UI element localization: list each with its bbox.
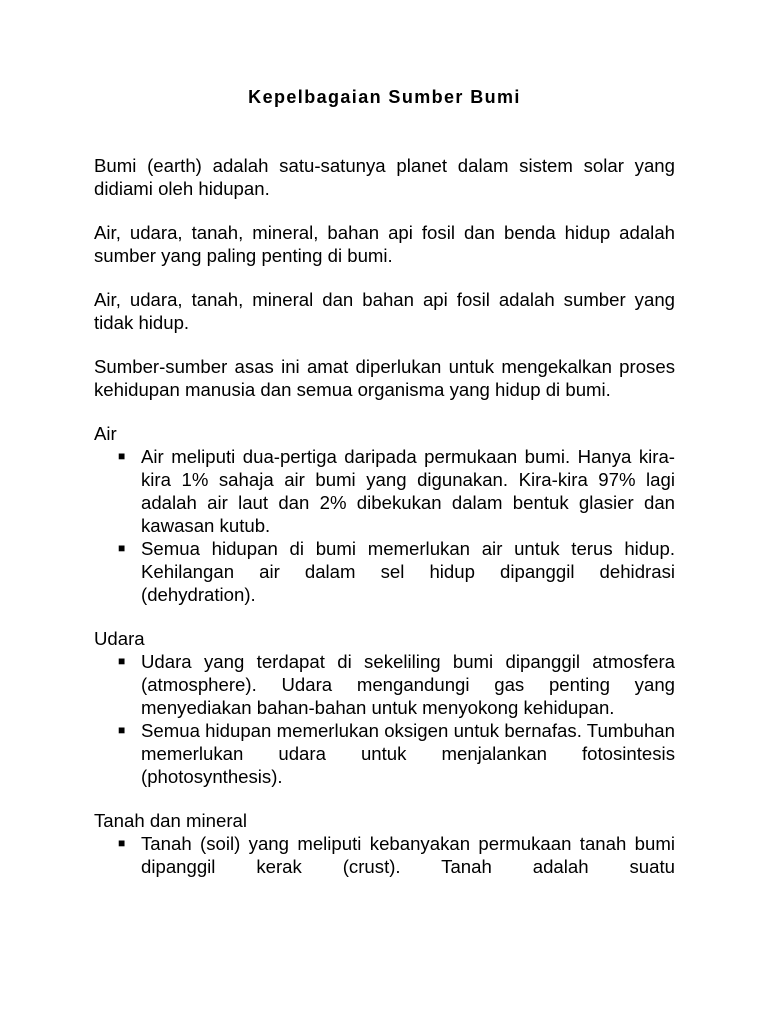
section-tanah-dan-mineral	[94, 809, 675, 878]
section-udara	[94, 627, 675, 788]
bullet-text: Udara yang terdapat di sekeliling bumi dipanggil atmosfera (atmosphere). Udara mengandungi gas penting yang menyediakan bahan-bahan untuk menyokong kehidupan.	[141, 651, 675, 718]
bullet-item	[94, 537, 675, 606]
document-page	[94, 86, 675, 899]
bullet-text: Tanah (soil) yang meliputi kebanyakan permukaan tanah bumi dipanggil kerak (crust). Tanah adalah suatu	[141, 833, 675, 877]
square-bullet-icon: ■	[118, 723, 126, 737]
bullet-text: Semua hidupan di bumi memerlukan air untuk terus hidup. Kehilangan air dalam sel hidup dipanggil dehidrasi (dehydration).	[141, 538, 675, 605]
section-heading: Udara	[94, 628, 145, 649]
bullet-list	[94, 832, 675, 878]
paragraph: Sumber-sumber asas ini amat diperlukan untuk mengekalkan proses kehidupan manusia dan semua organisma yang hidup di bumi.	[94, 356, 675, 400]
section-heading: Tanah dan mineral	[94, 810, 247, 831]
bullet-item	[94, 445, 675, 537]
document-title: Kepelbagaian Sumber Bumi	[248, 87, 521, 107]
bullet-item	[94, 719, 675, 788]
section-air	[94, 422, 675, 606]
square-bullet-icon: ■	[118, 541, 126, 555]
section-heading: Air	[94, 423, 117, 444]
paragraph: Bumi (earth) adalah satu-satunya planet dalam sistem solar yang didiami oleh hidupan.	[94, 155, 675, 199]
paragraph: Air, udara, tanah, mineral dan bahan api fosil adalah sumber yang tidak hidup.	[94, 289, 675, 333]
square-bullet-icon: ■	[118, 836, 126, 850]
bullet-list	[94, 650, 675, 788]
bullet-item	[94, 650, 675, 719]
bullet-text: Air meliputi dua-pertiga daripada permukaan bumi. Hanya kira-kira 1% sahaja air bumi yang digunakan. Kira-kira 97% lagi adalah air laut dan 2% dibekukan dalam bentuk glasier dan kawasan kutub.	[141, 446, 675, 536]
paragraph: Air, udara, tanah, mineral, bahan api fosil dan benda hidup adalah sumber yang paling penting di bumi.	[94, 222, 675, 266]
square-bullet-icon: ■	[118, 654, 126, 668]
bullet-list	[94, 445, 675, 606]
bullet-item	[94, 832, 675, 878]
bullet-text: Semua hidupan memerlukan oksigen untuk bernafas. Tumbuhan memerlukan udara untuk menjalankan fotosintesis (photosynthesis).	[141, 720, 675, 787]
square-bullet-icon: ■	[118, 449, 126, 463]
